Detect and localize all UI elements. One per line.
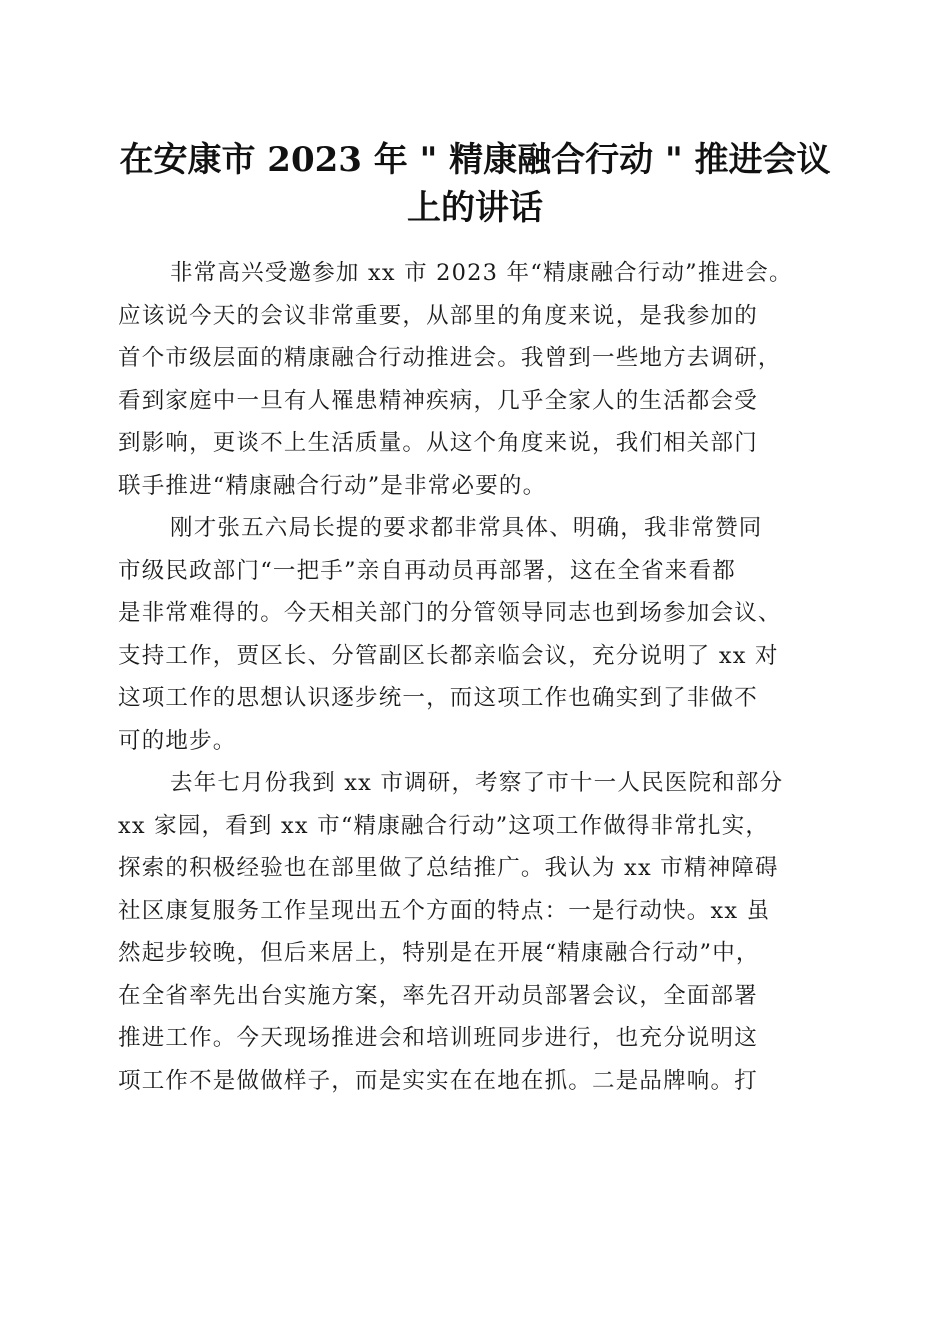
text-line: 去年七月份我到 xx 市调研，考察了市十一人民医院和部分 xyxy=(170,770,784,796)
text-line: 探索的积极经验也在部里做了总结推广。我认为 xx 市精神障碍 xyxy=(118,855,779,881)
paragraph-2 xyxy=(118,507,834,762)
text-line: 市级民政部门“一把手”亲自再动员再部署，这在全省来看都 xyxy=(118,557,736,584)
title-line-2: 上的讲话 xyxy=(407,188,543,228)
text-line: 看到家庭中一旦有人罹患精神疾病，几乎全家人的生活都会受 xyxy=(118,387,758,414)
text-line: 可的地步。 xyxy=(118,727,237,754)
text-line: 项工作不是做做样子，而是实实在在地在抓。二是品牌响。打 xyxy=(118,1067,758,1094)
text-line: 联手推进“精康融合行动”是非常必要的。 xyxy=(118,472,547,499)
paragraph-3 xyxy=(118,762,834,1102)
text-line: 到影响，更谈不上生活质量。从这个角度来说，我们相关部门 xyxy=(118,430,758,456)
text-line: 推进工作。今天现场推进会和培训班同步进行，也充分说明这 xyxy=(118,1025,758,1051)
text-line: 支持工作，贾区长、分管副区长都亲临会议，充分说明了 xx 对 xyxy=(118,642,779,669)
text-line: xx 家园，看到 xx 市“精康融合行动”这项工作做得非常扎实， xyxy=(118,812,770,839)
text-line: 应该说今天的会议非常重要，从部里的角度来说，是我参加的 xyxy=(118,302,758,329)
text-line: 社区康复服务工作呈现出五个方面的特点：一是行动快。xx 虽 xyxy=(118,897,771,924)
title-line-1: 在安康市 2023 年 " 精康融合行动 " 推进会议 xyxy=(119,140,831,180)
text-line: 在全省率先出台实施方案，率先召开动员部署会议，全面部署 xyxy=(118,982,758,1009)
text-line: 刚才张五六局长提的要求都非常具体、明确，我非常赞同 xyxy=(170,515,763,541)
paragraph-1 xyxy=(118,252,834,507)
document-title xyxy=(110,136,840,232)
text-line: 首个市级层面的精康融合行动推进会。我曾到一些地方去调研， xyxy=(118,345,782,371)
document-body xyxy=(118,252,834,1102)
text-line: 然起步较晚，但后来居上，特别是在开展“精康融合行动”中， xyxy=(118,940,760,966)
text-line: 非常高兴受邀参加 xx 市 2023 年“精康融合行动”推进会。 xyxy=(170,260,793,286)
text-line: 是非常难得的。今天相关部门的分管领导同志也到场参加会议、 xyxy=(118,600,782,626)
text-line: 这项工作的思想认识逐步统一，而这项工作也确实到了非做不 xyxy=(118,685,758,711)
